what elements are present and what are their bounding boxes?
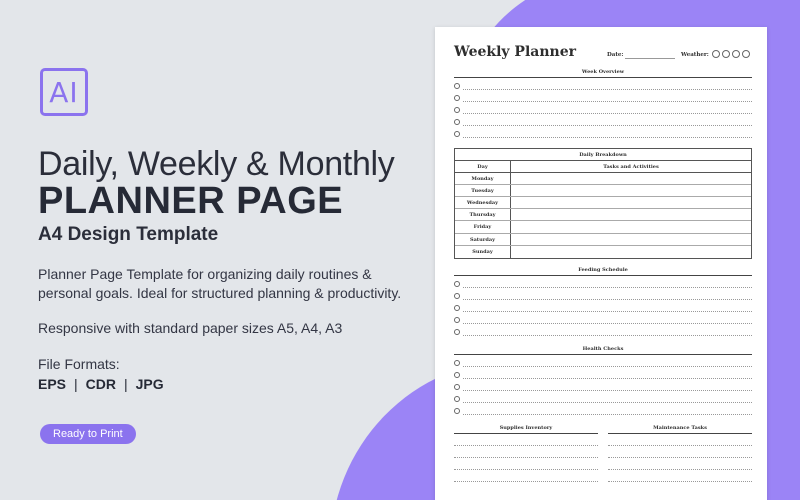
checkbox-circle-icon[interactable] (454, 293, 460, 299)
section-week-overview: Week Overview (454, 69, 752, 78)
table-row (455, 234, 751, 246)
checklist-row (454, 278, 752, 288)
writing-line (463, 287, 752, 288)
checkbox-circle-icon[interactable] (454, 360, 460, 366)
checkbox-circle-icon[interactable] (454, 329, 460, 335)
section-feeding-schedule: Feeding Schedule (454, 267, 752, 276)
section-supplies-inventory: Supplies Inventory (454, 425, 598, 434)
file-formats-list (38, 376, 164, 392)
checklist-row (454, 314, 752, 324)
planner-title: Weekly Planner (454, 44, 576, 60)
day-label: Monday (455, 173, 511, 184)
ready-to-print-button[interactable]: Ready to Print (40, 424, 136, 444)
daily-breakdown-table (454, 148, 752, 259)
weather-label: Weather: (681, 52, 709, 58)
checkbox-circle-icon[interactable] (454, 95, 460, 101)
writing-line (463, 125, 752, 126)
checkbox-circle-icon[interactable] (454, 119, 460, 125)
day-label: Wednesday (455, 197, 511, 208)
writing-line (463, 311, 752, 312)
date-field (625, 58, 675, 59)
writing-line (463, 299, 752, 300)
day-label: Thursday (455, 209, 511, 220)
responsive-note: Responsive with standard paper sizes A5, A4, A3 (38, 320, 343, 336)
format-cdr: CDR (85, 376, 116, 392)
planner-sheet (435, 27, 767, 500)
page-title: PLANNER PAGE (38, 180, 344, 222)
checkbox-circle-icon[interactable] (454, 396, 460, 402)
task-cell (511, 185, 751, 196)
table-row (455, 221, 751, 233)
writing-line (463, 137, 752, 138)
table-header-row (455, 161, 751, 173)
file-formats-label: File Formats: (38, 356, 120, 372)
subtitle: A4 Design Template (38, 224, 219, 245)
task-cell (511, 197, 751, 208)
checkbox-circle-icon[interactable] (454, 131, 460, 137)
writing-line (463, 101, 752, 102)
cloud-icon (732, 50, 740, 58)
writing-line (608, 469, 752, 470)
writing-line (463, 89, 752, 90)
writing-line (454, 469, 598, 470)
ai-logo-text: AI (49, 75, 79, 109)
writing-line (463, 402, 752, 403)
writing-line (454, 457, 598, 458)
table-row (455, 197, 751, 209)
checklist-row (454, 405, 752, 415)
checklist-row (454, 369, 752, 379)
description: Planner Page Template for organizing daily routines & personal goals. Ideal for structured planning & productivity. (38, 266, 402, 301)
writing-line (463, 390, 752, 391)
table-row (455, 246, 751, 258)
writing-line (463, 113, 752, 114)
checklist-row (454, 326, 752, 336)
writing-line (463, 323, 752, 324)
checkbox-circle-icon[interactable] (454, 317, 460, 323)
writing-line (463, 366, 752, 367)
format-separator: | (124, 376, 128, 392)
writing-line (608, 445, 752, 446)
table-row (455, 173, 751, 185)
sun-icon (712, 50, 720, 58)
ai-logo-icon (40, 68, 88, 116)
writing-line (454, 481, 598, 482)
cloud-icon (722, 50, 730, 58)
day-label: Friday (455, 221, 511, 232)
checkbox-circle-icon[interactable] (454, 305, 460, 311)
checklist-row (454, 393, 752, 403)
checkbox-circle-icon[interactable] (454, 281, 460, 287)
table-row (455, 209, 751, 221)
task-cell (511, 246, 751, 258)
format-separator: | (74, 376, 78, 392)
checklist-row (454, 104, 752, 114)
table-row (455, 185, 751, 197)
col-tasks-header: Tasks and Activities (603, 164, 659, 170)
checkbox-circle-icon[interactable] (454, 107, 460, 113)
writing-line (608, 481, 752, 482)
checklist-row (454, 381, 752, 391)
writing-line (454, 445, 598, 446)
checkbox-circle-icon[interactable] (454, 408, 460, 414)
headline: Daily, Weekly & Monthly (38, 145, 395, 183)
checklist-row (454, 302, 752, 312)
task-cell (511, 234, 751, 245)
section-health-checks: Health Checks (454, 346, 752, 355)
writing-line (463, 378, 752, 379)
task-cell (511, 209, 751, 220)
date-label: Date: (607, 52, 624, 58)
day-label: Sunday (455, 246, 511, 258)
checklist-row (454, 92, 752, 102)
checkbox-circle-icon[interactable] (454, 384, 460, 390)
writing-line (463, 414, 752, 415)
format-jpg: JPG (135, 376, 164, 392)
writing-line (463, 335, 752, 336)
checkbox-circle-icon[interactable] (454, 372, 460, 378)
task-cell (511, 173, 751, 184)
checklist-row (454, 128, 752, 138)
daily-breakdown-title: Daily Breakdown (455, 149, 751, 161)
format-eps: EPS (38, 376, 67, 392)
day-label: Saturday (455, 234, 511, 245)
col-day-header: Day (455, 161, 511, 172)
task-cell (511, 221, 751, 232)
section-maintenance-tasks: Maintenance Tasks (608, 425, 752, 434)
day-label: Tuesday (455, 185, 511, 196)
rain-icon (742, 50, 750, 58)
checklist-row (454, 116, 752, 126)
checklist-row (454, 80, 752, 90)
checklist-row (454, 357, 752, 367)
checkbox-circle-icon[interactable] (454, 83, 460, 89)
checklist-row (454, 290, 752, 300)
weather-icons (712, 50, 750, 58)
writing-line (608, 457, 752, 458)
